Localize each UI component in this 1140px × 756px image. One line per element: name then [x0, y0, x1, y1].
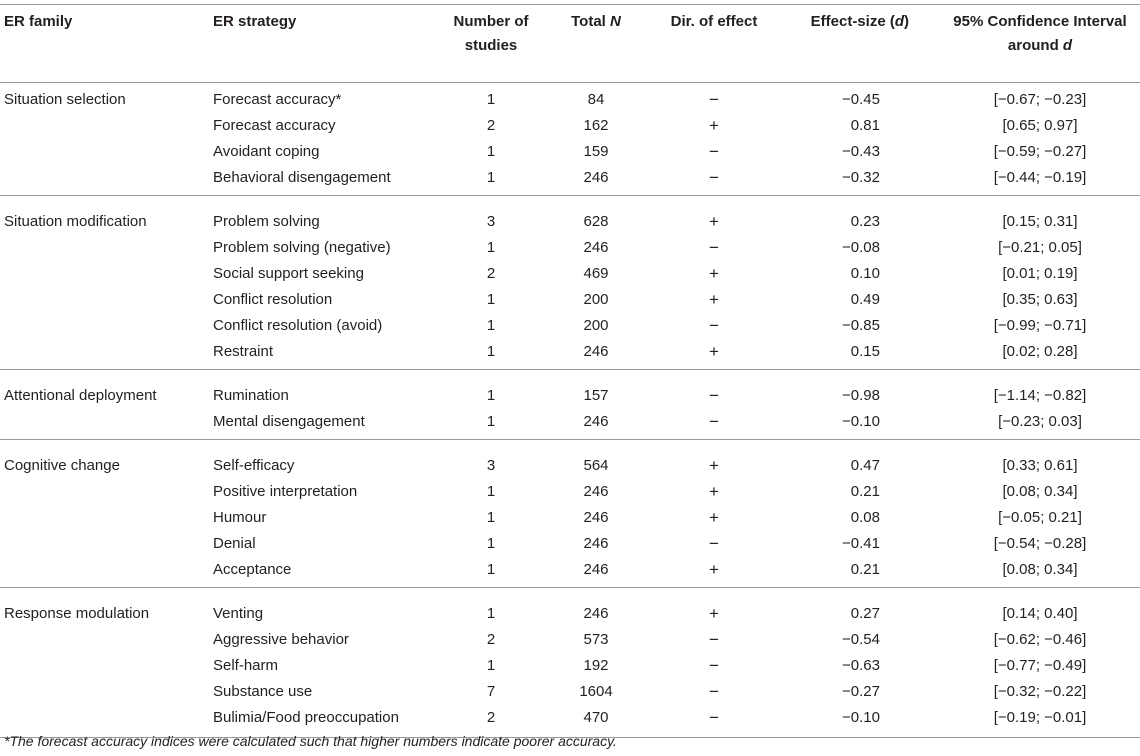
confidence-interval-cell: [−1.14; −0.82] — [993, 387, 1087, 404]
number-of-studies-cell: 1 — [486, 483, 496, 500]
total-n-cell: 246 — [583, 605, 609, 622]
direction-of-effect-cell: − — [709, 534, 719, 553]
direction-of-effect-cell: + — [709, 290, 719, 309]
confidence-interval-cell: [0.01; 0.19] — [1002, 265, 1078, 282]
header-studies-line1: Number of — [453, 13, 529, 30]
number-of-studies-cell: 2 — [486, 709, 496, 726]
number-of-studies-cell: 1 — [486, 413, 496, 430]
header-ci-prefix: around — [1007, 37, 1063, 54]
confidence-interval-cell: [−0.23; 0.03] — [998, 413, 1082, 430]
effect-size-cell: −0.63 — [842, 657, 880, 674]
confidence-interval-cell: [0.02; 0.28] — [1002, 343, 1078, 360]
header-studies-line2: studies — [464, 37, 518, 54]
direction-of-effect-cell: − — [709, 708, 719, 727]
total-n-cell: 200 — [583, 291, 609, 308]
confidence-interval-cell: [−0.67; −0.23] — [993, 91, 1087, 108]
direction-of-effect-cell: + — [709, 508, 719, 527]
direction-of-effect-cell: − — [709, 656, 719, 675]
effect-size-cell: 0.10 — [850, 265, 880, 282]
group-separator-rule — [0, 195, 1140, 196]
number-of-studies-cell: 1 — [486, 143, 496, 160]
header-er-family: ER family — [4, 13, 73, 30]
confidence-interval-cell: [−0.32; −0.22] — [993, 683, 1087, 700]
header-er-strategy: ER strategy — [213, 13, 297, 30]
number-of-studies-cell: 1 — [486, 535, 496, 552]
number-of-studies-cell: 1 — [486, 657, 496, 674]
er-family-label: Response modulation — [4, 605, 150, 622]
confidence-interval-cell: [−0.62; −0.46] — [993, 631, 1087, 648]
total-n-cell: 246 — [583, 413, 609, 430]
header-effect-var: d — [894, 13, 904, 30]
direction-of-effect-cell: − — [709, 682, 719, 701]
effect-size-cell: 0.27 — [850, 605, 880, 622]
number-of-studies-cell: 1 — [486, 605, 496, 622]
direction-of-effect-cell: + — [709, 342, 719, 361]
er-strategy-cell: Substance use — [213, 683, 313, 700]
table-footnote: *The forecast accuracy indices were calculated such that higher numbers indicate poorer accuracy. — [4, 733, 617, 749]
effect-size-cell: −0.45 — [842, 91, 880, 108]
er-strategy-cell: Bulimia/Food preoccupation — [213, 709, 399, 726]
number-of-studies-cell: 2 — [486, 265, 496, 282]
confidence-interval-cell: [−0.21; 0.05] — [998, 239, 1082, 256]
direction-of-effect-cell: − — [709, 238, 719, 257]
er-family-label: Attentional deployment — [4, 387, 157, 404]
direction-of-effect-cell: − — [709, 630, 719, 649]
er-strategy-cell: Avoidant coping — [213, 143, 320, 160]
effect-size-cell: 0.81 — [850, 117, 880, 134]
er-strategy-cell: Self-efficacy — [213, 457, 295, 474]
effect-size-cell: −0.43 — [842, 143, 880, 160]
er-strategy-cell: Venting — [213, 605, 264, 622]
table-top-rule — [0, 4, 1140, 5]
er-strategy-cell: Acceptance — [213, 561, 292, 578]
er-strategy-cell: Restraint — [213, 343, 274, 360]
total-n-cell: 246 — [583, 535, 609, 552]
effect-size-cell: 0.23 — [850, 213, 880, 230]
effect-size-cell: 0.21 — [850, 483, 880, 500]
number-of-studies-cell: 1 — [486, 291, 496, 308]
confidence-interval-cell: [−0.44; −0.19] — [993, 169, 1087, 186]
number-of-studies-cell: 1 — [486, 561, 496, 578]
confidence-interval-cell: [0.65; 0.97] — [1002, 117, 1078, 134]
effect-size-cell: −0.54 — [842, 631, 880, 648]
total-n-cell: 246 — [583, 343, 609, 360]
group-separator-rule — [0, 369, 1140, 370]
header-effect-size — [811, 13, 909, 31]
number-of-studies-cell: 1 — [486, 317, 496, 334]
direction-of-effect-cell: − — [709, 90, 719, 109]
er-family-label: Situation modification — [4, 213, 147, 230]
total-n-cell: 246 — [583, 169, 609, 186]
total-n-cell: 469 — [583, 265, 609, 282]
total-n-cell: 573 — [583, 631, 609, 648]
header-total-n-prefix: Total — [571, 13, 611, 30]
header-rule — [0, 82, 1140, 83]
confidence-interval-cell: [−0.59; −0.27] — [993, 143, 1087, 160]
effect-size-cell: −0.85 — [842, 317, 880, 334]
number-of-studies-cell: 1 — [486, 387, 496, 404]
direction-of-effect-cell: + — [709, 604, 719, 623]
number-of-studies-cell: 1 — [486, 343, 496, 360]
effect-size-cell: −0.08 — [842, 239, 880, 256]
direction-of-effect-cell: + — [709, 456, 719, 475]
confidence-interval-cell: [0.35; 0.63] — [1002, 291, 1078, 308]
total-n-cell: 470 — [583, 709, 609, 726]
header-effect-prefix: Effect-size ( — [810, 13, 895, 30]
confidence-interval-cell: [−0.54; −0.28] — [993, 535, 1087, 552]
effect-size-cell: −0.10 — [842, 413, 880, 430]
header-total-n — [571, 13, 621, 31]
effect-size-cell: 0.49 — [850, 291, 880, 308]
confidence-interval-cell: [−0.77; −0.49] — [993, 657, 1087, 674]
er-strategy-cell: Mental disengagement — [213, 413, 365, 430]
confidence-interval-cell: [0.15; 0.31] — [1002, 213, 1078, 230]
total-n-cell: 159 — [583, 143, 609, 160]
total-n-cell: 246 — [583, 561, 609, 578]
header-ci-var: d — [1062, 37, 1073, 54]
total-n-cell: 200 — [583, 317, 609, 334]
total-n-cell: 1604 — [579, 683, 613, 700]
number-of-studies-cell: 1 — [486, 239, 496, 256]
er-strategy-cell: Aggressive behavior — [213, 631, 349, 648]
group-separator-rule — [0, 439, 1140, 440]
er-strategy-cell: Conflict resolution — [213, 291, 333, 308]
effect-size-cell: 0.15 — [850, 343, 880, 360]
direction-of-effect-cell: − — [709, 412, 719, 431]
effect-size-cell: 0.21 — [850, 561, 880, 578]
total-n-cell: 162 — [583, 117, 609, 134]
er-strategy-cell: Forecast accuracy — [213, 117, 336, 134]
effect-size-cell: −0.27 — [842, 683, 880, 700]
er-family-label: Cognitive change — [4, 457, 120, 474]
confidence-interval-cell: [0.33; 0.61] — [1002, 457, 1078, 474]
direction-of-effect-cell: − — [709, 142, 719, 161]
total-n-cell: 246 — [583, 483, 609, 500]
direction-of-effect-cell: + — [709, 264, 719, 283]
direction-of-effect-cell: + — [709, 560, 719, 579]
header-effect-suffix: ) — [904, 13, 909, 30]
total-n-cell: 157 — [583, 387, 609, 404]
er-strategy-cell: Problem solving (negative) — [213, 239, 391, 256]
total-n-cell: 246 — [583, 509, 609, 526]
effect-size-cell: −0.32 — [842, 169, 880, 186]
number-of-studies-cell: 7 — [486, 683, 496, 700]
er-strategy-cell: Denial — [213, 535, 256, 552]
direction-of-effect-cell: + — [709, 212, 719, 231]
er-strategy-cell: Rumination — [213, 387, 289, 404]
er-strategy-cell: Positive interpretation — [213, 483, 358, 500]
number-of-studies-cell: 1 — [486, 509, 496, 526]
number-of-studies-cell: 1 — [486, 91, 496, 108]
effect-size-cell: −0.98 — [842, 387, 880, 404]
effect-size-cell: −0.41 — [842, 535, 880, 552]
number-of-studies-cell: 3 — [486, 213, 496, 230]
er-strategy-cell: Social support seeking — [213, 265, 364, 282]
total-n-cell: 84 — [587, 91, 605, 108]
group-separator-rule — [0, 587, 1140, 588]
total-n-cell: 192 — [583, 657, 609, 674]
number-of-studies-cell: 3 — [486, 457, 496, 474]
effect-size-cell: 0.08 — [850, 509, 880, 526]
direction-of-effect-cell: − — [709, 168, 719, 187]
direction-of-effect-cell: + — [709, 116, 719, 135]
confidence-interval-cell: [0.08; 0.34] — [1002, 483, 1078, 500]
er-strategy-cell: Problem solving — [213, 213, 320, 230]
direction-of-effect-cell: − — [709, 386, 719, 405]
total-n-cell: 246 — [583, 239, 609, 256]
header-confidence-interval — [953, 13, 1126, 55]
number-of-studies-cell: 2 — [486, 117, 496, 134]
total-n-cell: 564 — [583, 457, 609, 474]
er-strategy-cell: Conflict resolution (avoid) — [213, 317, 383, 334]
confidence-interval-cell: [−0.19; −0.01] — [993, 709, 1087, 726]
effect-size-cell: 0.47 — [850, 457, 880, 474]
number-of-studies-cell: 1 — [486, 169, 496, 186]
confidence-interval-cell: [−0.99; −0.71] — [993, 317, 1087, 334]
total-n-cell: 628 — [583, 213, 609, 230]
er-strategy-cell: Forecast accuracy* — [213, 91, 342, 108]
header-ci-line2 — [953, 37, 1126, 55]
er-family-label: Situation selection — [4, 91, 126, 108]
confidence-interval-cell: [0.14; 0.40] — [1002, 605, 1078, 622]
er-strategy-cell: Self-harm — [213, 657, 279, 674]
header-number-of-studies — [454, 13, 529, 55]
effect-size-cell: −0.10 — [842, 709, 880, 726]
header-direction: Dir. of effect — [670, 13, 758, 30]
header-total-n-var: N — [610, 13, 621, 30]
number-of-studies-cell: 2 — [486, 631, 496, 648]
confidence-interval-cell: [−0.05; 0.21] — [998, 509, 1082, 526]
direction-of-effect-cell: + — [709, 482, 719, 501]
header-ci-line1: 95% Confidence Interval — [953, 13, 1127, 30]
er-strategy-cell: Behavioral disengagement — [213, 169, 391, 186]
confidence-interval-cell: [0.08; 0.34] — [1002, 561, 1078, 578]
er-strategy-cell: Humour — [213, 509, 267, 526]
direction-of-effect-cell: − — [709, 316, 719, 335]
